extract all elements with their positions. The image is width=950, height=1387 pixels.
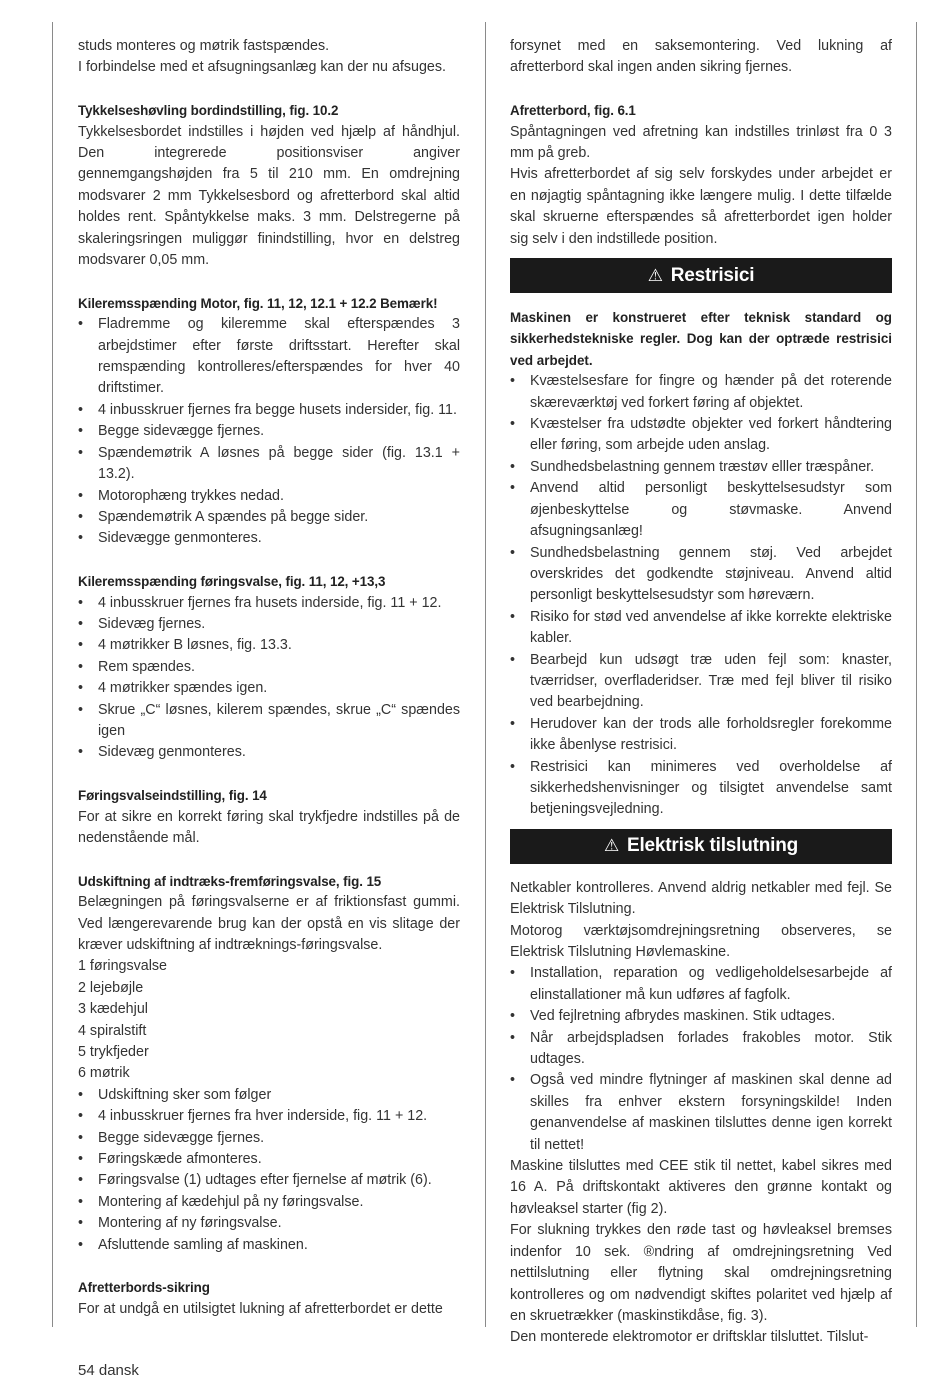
- list-item: • Sidevæg genmonteres.: [78, 742, 460, 763]
- paragraph: Netkabler kontrolleres. Anvend aldrig netkabler med fejl. Se Elektrisk Tilslutning.: [510, 879, 892, 918]
- column-divider-center: [485, 22, 486, 1327]
- paragraph: For at sikre en korrekt føring skal trykfjedre indstilles på de nedenstående mål.: [78, 808, 460, 846]
- list-item: • Spændemøtrik A løsnes på begge sider (fig. 13.1 + 13.2).: [78, 443, 460, 486]
- list-item: • Når arbejdspladsen forlades frakobles motor. Stik udtages.: [510, 1028, 892, 1071]
- list-item: • Spændemøtrik A spændes på begge sider.: [78, 507, 460, 528]
- lead-paragraph: Maskinen er konstrueret efter teknisk standard og sikkerhedstekniske regler. Dog kan der optræde restrisici ved arbejdet.: [510, 310, 892, 368]
- list-item: • Montering af kædehjul på ny føringsvalse.: [78, 1192, 460, 1213]
- list-item: • Bearbejd kun udsøgt træ uden fejl som: knaster, tværridser, overfladeridser. Træ med fejl bliver til risiko ved bearbejdning.: [510, 650, 892, 714]
- section-heading: Kileremsspænding Motor, fig. 11, 12, 12.1 + 12.2 Bemærk!: [78, 295, 438, 311]
- part-line: 4 spiralstift: [78, 1022, 147, 1039]
- paragraph: For at undgå en utilsigtet lukning af afretterbordet er dette: [78, 1300, 443, 1317]
- list-item: • Risiko for stød ved anvendelse af ikke korrekte elektriske kabler.: [510, 607, 892, 650]
- part-line: 5 trykfjeder: [78, 1044, 149, 1061]
- banner-title: Restrisici: [670, 264, 755, 286]
- section-heading: Tykkelseshøvling bordindstilling, fig. 10.2: [78, 103, 339, 119]
- list-item: • 4 inbusskruer fjernes fra begge husets indersider, fig. 11.: [78, 400, 460, 421]
- list-item: • Afsluttende samling af maskinen.: [78, 1235, 460, 1256]
- list-item: • Sidevæg fjernes.: [78, 614, 460, 635]
- list-item: • Kvæstelser fra udstødte objekter ved forkert håndtering eller føring, som arbejde uden anslag.: [510, 414, 892, 457]
- bullet-list: [78, 593, 460, 764]
- paragraph: Den monterede elektromotor er driftsklar tilsluttet. Tilslut-: [510, 1329, 869, 1346]
- column-divider-right: [916, 22, 917, 1327]
- list-item: • Begge sidevægge fjernes.: [78, 1128, 460, 1149]
- list-item: • Installation, reparation og vedligeholdelsesarbejde af elinstallationer må kun udføres af fagfolk.: [510, 963, 892, 1006]
- paragraph: Tykkelsesbordet indstilles i højden ved hjælp af håndhjul. Den integrerede positionsviser angiver gennemgangshøjden fra 5 til 210 mm. En omdrejning modsvarer 2 mm Tykkelsesbord og afretterbord skal altid holdes rent. Spåntykkelse maks. 3 mm. Delstregerne på skaleringsringen muliggør finindstilling, hvor en delstreg modsvarer 0,05 mm.: [78, 123, 460, 269]
- intro-line: studs monteres og møtrik fastspændes.: [78, 38, 330, 54]
- paragraph: Hvis afretterbordet af sig selv forskydes under arbejdet er en nøjagtig spåntagning ikke længere mulig. I dette tilfælde skal skruerne efterspændes så afretterbordet igen holder sig selv i den indstillede position.: [510, 166, 892, 247]
- section-heading: Udskiftning af indtræks-fremføringsvalse, fig. 15: [78, 873, 382, 889]
- list-item: • 4 møtrikker B løsnes, fig. 13.3.: [78, 635, 460, 656]
- page-number: 54 dansk: [78, 1362, 139, 1379]
- right-column: [510, 36, 892, 1349]
- bullet-list: [78, 314, 460, 549]
- bullet-list: [510, 371, 892, 821]
- banner-title: Elektrisk tilslutning: [626, 835, 799, 857]
- list-item: • Sidevægge genmonteres.: [78, 528, 460, 549]
- list-item: • Skrue „C“ løsnes, kilerem spændes, skrue „C“ spændes igen: [78, 700, 460, 743]
- list-item: • Anvend altid personligt beskyttelsesudstyr som øjenbeskyttelse og støvmaske. Anvend afsugningsanlæg!: [510, 478, 892, 542]
- list-item: • Fladremme og kileremme skal efterspændes 3 arbejdstimer efter første driftsstart. Herefter skal remspænding kontrolleres/efterspændes for hver 40 driftstimer.: [78, 314, 460, 400]
- part-line: 1 føringsvalse: [78, 958, 167, 975]
- paragraph: Belægningen på føringsvalserne er af friktionsfast gummi. Ved længerevarende brug kan der opstå en vis slitage der kræver udskiftning af indtræknings-føringsvalse.: [78, 894, 460, 953]
- list-item: • Ved fejlretning afbrydes maskinen. Stik udtages.: [510, 1006, 892, 1027]
- paragraph: Maskine tilsluttes med CEE stik til nettet, kabel sikres med 16 A. På driftskontakt aktiveres den grønne kontakt og høvleaksel starter (fig 2).: [510, 1158, 892, 1217]
- list-item: • Kvæstelsesfare for fingre og hænder på det roterende skæreværktøj ved forkert føring af objektet.: [510, 371, 892, 414]
- paragraph: forsynet med en saksemontering. Ved lukning af afretterbord skal ingen anden sikring fjernes.: [510, 38, 892, 76]
- part-line: 2 lejebøjle: [78, 979, 144, 996]
- section-heading: Afretterbords-sikring: [78, 1280, 210, 1296]
- list-item: • Føringsvalse (1) udtages efter fjernelse af møtrik (6).: [78, 1170, 460, 1191]
- list-item: • Også ved mindre flytninger af maskinen skal denne ad skilles fra enhver ekstern forsyningskilde! Inden genanvendelse af maskinen tilsluttes denne igen korrekt til nettet!: [510, 1070, 892, 1156]
- part-line: 6 møtrik: [78, 1065, 130, 1082]
- list-item: • Udskiftning sker som følger: [78, 1085, 460, 1106]
- section-heading: Afretterbord, fig. 6.1: [510, 103, 636, 119]
- bullet-list: [78, 1085, 460, 1256]
- column-divider-left: [52, 22, 53, 1327]
- list-item: • Montering af ny føringsvalse.: [78, 1213, 460, 1234]
- elektrisk-banner: [510, 829, 892, 864]
- section-heading: Kileremsspænding føringsvalse, fig. 11, 12, +13,3: [78, 574, 386, 590]
- paragraph: Motorog værktøjsomdrejningsretning observeres, se Elektrisk Tilslutning Høvlemaskine.: [510, 922, 892, 961]
- list-item: • Herudover kan der trods alle forholdsregler forekomme ikke åbenlyse restrisici.: [510, 714, 892, 757]
- section-heading: Føringsvalseindstilling, fig. 14: [78, 788, 267, 804]
- left-column: [78, 36, 460, 1320]
- warning-triangle-icon: ⚠: [647, 265, 663, 285]
- list-item: • Rem spændes.: [78, 657, 460, 678]
- paragraph: For slukning trykkes den røde tast og høvleaksel bremses indenfor 10 sek. ®ndring af omdrejningsretning Ved nettilslutning eller flytning skal omdrejningsretning kontrolleres og om nødvendigt skiftes polaritet ved hjælp af en skruetrækker (maskinstikdåse, fig. 3).: [510, 1222, 892, 1324]
- list-item: • 4 inbusskruer fjernes fra husets inderside, fig. 11 + 12.: [78, 593, 460, 614]
- list-item: • Sundhedsbelastning gennem træstøv elller træspåner.: [510, 457, 892, 478]
- bullet-list: [510, 963, 892, 1156]
- list-item: • Begge sidevægge fjernes.: [78, 421, 460, 442]
- intro-line: I forbindelse med et afsugningsanlæg kan der nu afsuges.: [78, 59, 446, 76]
- list-item: • 4 inbusskruer fjernes fra hver inderside, fig. 11 + 12.: [78, 1106, 460, 1127]
- list-item: • Motorophæng trykkes nedad.: [78, 486, 460, 507]
- list-item: • 4 møtrikker spændes igen.: [78, 678, 460, 699]
- list-item: • Sundhedsbelastning gennem støj. Ved arbejdet overskrides det godkendte støjniveau. Anvend altid personligt beskyttelsesudstyr som høreværn.: [510, 543, 892, 607]
- list-item: • Føringskæde afmonteres.: [78, 1149, 460, 1170]
- list-item: • Restrisici kan minimeres ved overholdelse af sikkerhedshenvisninger og tilsigtet anvendelse samt betjeningsvejledning.: [510, 757, 892, 821]
- part-line: 3 kædehjul: [78, 1001, 148, 1018]
- restrisici-banner: [510, 258, 892, 293]
- paragraph: Spåntagningen ved afretning kan indstilles trinløst fra 0 3 mm på greb.: [510, 123, 892, 162]
- warning-triangle-icon: ⚠: [603, 836, 619, 856]
